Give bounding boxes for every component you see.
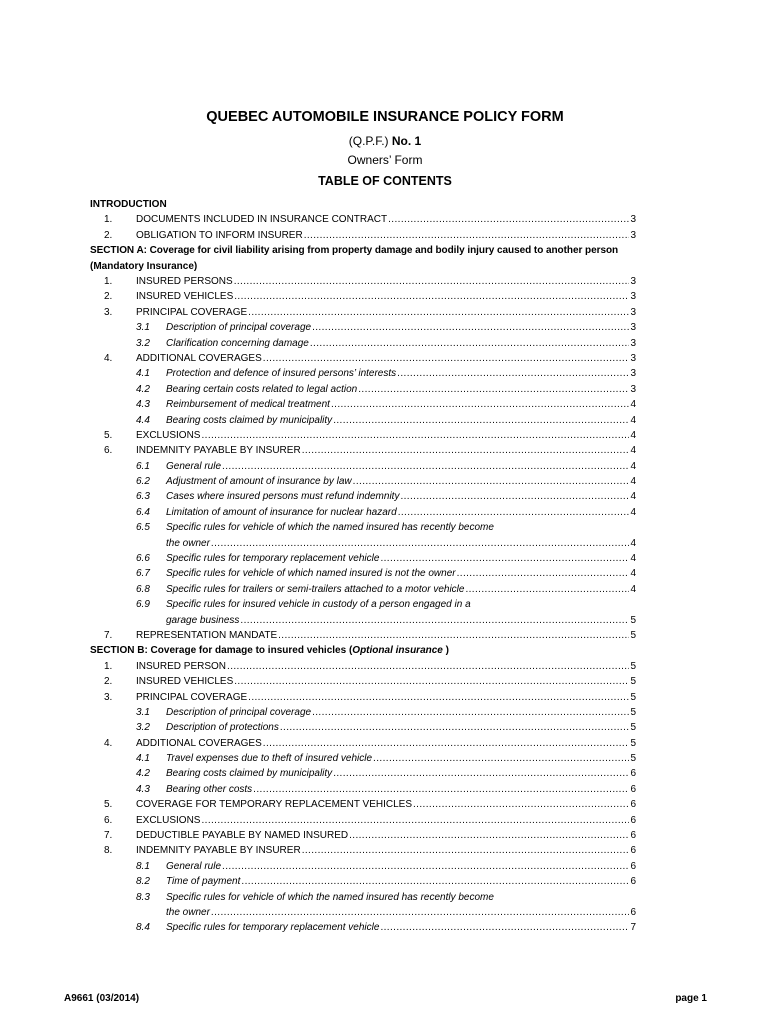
toc-entry bbox=[90, 428, 636, 443]
toc-entry bbox=[90, 366, 636, 381]
toc-leader-dots bbox=[333, 766, 629, 781]
toc-entry-title: INDEMNITY PAYABLE BY INSURER bbox=[136, 845, 301, 857]
toc-leader-dots bbox=[465, 582, 629, 597]
toc-entry-number: 1. bbox=[104, 214, 113, 226]
toc-entry-title: Bearing costs claimed by municipality bbox=[166, 768, 333, 780]
toc-entry-number: 2. bbox=[104, 229, 113, 241]
toc-leader-dots bbox=[302, 843, 630, 858]
toc-entry-page: 4 bbox=[630, 399, 636, 411]
toc-entry bbox=[90, 705, 636, 720]
toc-entry-page: 4 bbox=[630, 429, 636, 441]
toc-entry-title: Clarification concerning damage bbox=[166, 337, 309, 349]
toc-section-b-prefix: SECTION B: Coverage for damage to insured vehicles ( bbox=[90, 645, 353, 657]
toc-leader-dots bbox=[310, 336, 630, 351]
page-number: page 1 bbox=[675, 993, 707, 1004]
toc-entry-title: REPRESENTATION MANDATE bbox=[136, 629, 278, 641]
toc-entry-number: 8.2 bbox=[136, 876, 150, 888]
toc-leader-dots bbox=[240, 613, 629, 628]
toc-entry-number: 4.2 bbox=[136, 768, 150, 780]
toc-entry bbox=[90, 212, 636, 227]
toc-entry bbox=[90, 920, 636, 935]
toc-section-b-heading bbox=[90, 643, 636, 658]
toc-section-a-line2: (Mandatory Insurance) bbox=[90, 260, 198, 272]
toc-entry-page: 4 bbox=[630, 460, 636, 472]
toc-entry-number: 6.3 bbox=[136, 491, 150, 503]
toc-entry-number: 5. bbox=[104, 799, 113, 811]
toc-entry-number: 7. bbox=[104, 629, 113, 641]
toc-entry-number: 4.1 bbox=[136, 753, 150, 765]
toc-leader-dots bbox=[302, 443, 630, 458]
toc-entry bbox=[90, 443, 636, 458]
toc-entry-number: 6.8 bbox=[136, 583, 150, 595]
toc-section-b-suffix: ) bbox=[442, 645, 449, 657]
toc-entry bbox=[90, 336, 636, 351]
toc-entry-page: 7 bbox=[630, 922, 636, 934]
toc-entry bbox=[90, 566, 636, 581]
toc-entry-title: Bearing other costs bbox=[166, 783, 253, 795]
toc-entry bbox=[90, 828, 636, 843]
form-code: A9661 (03/2014) bbox=[64, 993, 140, 1004]
toc-entry-title: Specific rules for insured vehicle in custody of a person engaged in a bbox=[166, 599, 471, 611]
toc-entry-title: Description of principal coverage bbox=[166, 322, 312, 334]
toc-entry-number: 8.1 bbox=[136, 860, 150, 872]
toc-leader-dots bbox=[227, 659, 629, 674]
toc-entry-title: Cases where insured persons must refund indemnity bbox=[166, 491, 400, 503]
toc-entry bbox=[90, 305, 636, 320]
toc-entry-title: INSURED PERSON bbox=[136, 660, 227, 672]
toc-leader-dots bbox=[201, 813, 629, 828]
toc-section-a-heading bbox=[90, 243, 636, 274]
toc-entry-number: 6.6 bbox=[136, 553, 150, 565]
toc-entry-title-cont: garage business bbox=[166, 614, 240, 626]
toc-entry-number: 4.4 bbox=[136, 414, 150, 426]
toc-entry-title: Reimbursement of medical treatment bbox=[166, 399, 330, 411]
toc-entry bbox=[90, 690, 636, 705]
toc-entry-title-cont: the owner bbox=[166, 907, 210, 918]
toc-leader-dots bbox=[248, 305, 629, 320]
toc-entry bbox=[90, 859, 636, 874]
toc-section-a-items bbox=[90, 274, 636, 643]
toc-entry-page: 3 bbox=[630, 322, 636, 334]
toc-entry-title: INDEMNITY PAYABLE BY INSURER bbox=[136, 445, 301, 457]
toc-section-introduction: INTRODUCTION bbox=[90, 199, 167, 210]
toc-entry-title: Description of protections bbox=[166, 722, 279, 734]
toc-entry-title: General rule bbox=[166, 460, 222, 472]
toc-section-a-line1: SECTION A: Coverage for civil liability arising from property damage and bodily injury caused to another person bbox=[90, 245, 619, 257]
toc-entry-continued bbox=[90, 905, 636, 920]
toc-entry-number: 1. bbox=[104, 660, 113, 672]
toc-entry bbox=[90, 874, 636, 889]
toc-entry-title: INSURED PERSONS bbox=[136, 275, 233, 287]
toc-entry-title: PRINCIPAL COVERAGE bbox=[136, 306, 248, 318]
toc-entry-title: Description of principal coverage bbox=[166, 706, 312, 718]
toc-entry bbox=[90, 474, 636, 489]
toc-entry-number: 6.7 bbox=[136, 568, 150, 580]
toc-entry-page: 5 bbox=[630, 676, 636, 688]
toc-entry-number: 8. bbox=[104, 845, 113, 857]
toc-entry-page: 5 bbox=[630, 753, 636, 765]
toc-entry-page: 3 bbox=[630, 291, 636, 303]
toc-entry bbox=[90, 397, 636, 412]
toc-entry bbox=[90, 890, 636, 905]
toc-entry bbox=[90, 813, 636, 828]
toc-entry bbox=[90, 582, 636, 597]
toc-entry bbox=[90, 289, 636, 304]
toc-entry bbox=[90, 320, 636, 335]
toc-entry-title: DEDUCTIBLE PAYABLE BY NAMED INSURED bbox=[136, 830, 349, 842]
toc-entry-number: 2. bbox=[104, 291, 113, 303]
toc-leader-dots bbox=[413, 797, 629, 812]
toc-leader-dots bbox=[380, 920, 629, 935]
toc-entry-number: 4.3 bbox=[136, 399, 150, 411]
toc-leader-dots bbox=[278, 628, 629, 643]
toc-entry-number: 1. bbox=[104, 275, 113, 287]
toc-entry-title: Bearing costs claimed by municipality bbox=[166, 414, 333, 426]
toc-leader-dots bbox=[280, 720, 630, 735]
form-number bbox=[0, 134, 770, 148]
toc-entry-page: 6 bbox=[630, 768, 636, 780]
toc-entry-page: 3 bbox=[630, 306, 636, 318]
toc-entry-page: 6 bbox=[630, 830, 636, 842]
toc-entry-page: 4 bbox=[630, 445, 636, 457]
toc-leader-dots bbox=[222, 859, 629, 874]
table-of-contents bbox=[90, 197, 636, 936]
toc-leader-dots bbox=[211, 905, 630, 920]
toc-entry bbox=[90, 489, 636, 504]
toc-entry-page: 4 bbox=[630, 537, 636, 549]
toc-entry-title: EXCLUSIONS bbox=[136, 429, 201, 441]
toc-entry bbox=[90, 797, 636, 812]
toc-leader-dots bbox=[312, 705, 629, 720]
toc-entry bbox=[90, 551, 636, 566]
toc-entry-page: 5 bbox=[630, 691, 636, 703]
toc-entry-page: 4 bbox=[630, 476, 636, 488]
toc-entry-number: 3.2 bbox=[136, 722, 150, 734]
toc-entry-page: 4 bbox=[630, 414, 636, 426]
toc-entry-number: 3.1 bbox=[136, 706, 150, 718]
toc-entry bbox=[90, 782, 636, 797]
toc-entry-page: 4 bbox=[630, 506, 636, 518]
toc-entry-number: 2. bbox=[104, 676, 113, 688]
toc-entry-number: 5. bbox=[104, 429, 113, 441]
toc-leader-dots bbox=[353, 474, 630, 489]
document-title: QUEBEC AUTOMOBILE INSURANCE POLICY FORM bbox=[206, 109, 564, 125]
toc-leader-dots bbox=[349, 828, 629, 843]
toc-entry-title: Time of payment bbox=[166, 876, 241, 888]
toc-entry bbox=[90, 720, 636, 735]
toc-leader-dots bbox=[234, 674, 629, 689]
toc-leader-dots bbox=[457, 566, 630, 581]
toc-entry-title: COVERAGE FOR TEMPORARY REPLACEMENT VEHICLES bbox=[136, 799, 412, 811]
toc-entry-page: 3 bbox=[630, 383, 636, 395]
toc-leader-dots bbox=[234, 289, 629, 304]
toc-entry-page: 5 bbox=[630, 629, 636, 641]
toc-entry-continued bbox=[90, 613, 636, 628]
toc-entry-title: Adjustment of amount of insurance by law bbox=[166, 476, 352, 488]
toc-entry-title: ADDITIONAL COVERAGES bbox=[136, 737, 262, 749]
toc-leader-dots bbox=[304, 228, 630, 243]
toc-entry-number: 6.2 bbox=[136, 476, 150, 488]
toc-leader-dots bbox=[398, 505, 630, 520]
toc-leader-dots bbox=[201, 428, 629, 443]
toc-entry bbox=[90, 505, 636, 520]
toc-leader-dots bbox=[373, 751, 629, 766]
toc-entry-number: 4.3 bbox=[136, 783, 150, 795]
toc-entry-number: 3. bbox=[104, 691, 113, 703]
toc-entry-title: EXCLUSIONS bbox=[136, 814, 201, 826]
toc-introduction-items bbox=[90, 212, 636, 243]
toc-heading: TABLE OF CONTENTS bbox=[318, 174, 452, 188]
toc-entry-page: 6 bbox=[630, 799, 636, 811]
toc-entry-title: Specific rules for vehicle of which the named insured has recently become bbox=[166, 522, 494, 534]
toc-entry bbox=[90, 674, 636, 689]
toc-entry-title: INSURED VEHICLES bbox=[136, 676, 234, 688]
toc-entry-title: General rule bbox=[166, 860, 222, 872]
toc-leader-dots bbox=[263, 736, 630, 751]
toc-entry-number: 6.1 bbox=[136, 460, 150, 472]
toc-entry-page: 4 bbox=[630, 583, 636, 595]
toc-leader-dots bbox=[248, 690, 629, 705]
toc-leader-dots bbox=[263, 351, 630, 366]
toc-entry bbox=[90, 520, 636, 535]
qpf-number: No. 1 bbox=[391, 134, 422, 148]
toc-entry bbox=[90, 843, 636, 858]
toc-entry-number: 6.9 bbox=[136, 599, 150, 611]
toc-entry-title: Bearing certain costs related to legal action bbox=[166, 383, 358, 395]
toc-entry-page: 4 bbox=[630, 553, 636, 565]
toc-entry-page: 5 bbox=[630, 614, 636, 626]
toc-entry-number: 3.1 bbox=[136, 322, 150, 334]
toc-entry bbox=[90, 736, 636, 751]
toc-entry-page: 6 bbox=[630, 876, 636, 888]
toc-entry-number: 4. bbox=[104, 737, 113, 749]
toc-entry-title: ADDITIONAL COVERAGES bbox=[136, 352, 262, 364]
toc-entry bbox=[90, 351, 636, 366]
toc-entry-page: 5 bbox=[630, 660, 636, 672]
toc-entry-page: 5 bbox=[630, 737, 636, 749]
qpf-prefix: (Q.P.F.) bbox=[348, 134, 389, 148]
toc-entry-page: 6 bbox=[630, 814, 636, 826]
toc-entry-number: 6.4 bbox=[136, 506, 150, 518]
toc-leader-dots bbox=[211, 536, 630, 551]
toc-entry-title: PRINCIPAL COVERAGE bbox=[136, 691, 248, 703]
toc-entry bbox=[90, 274, 636, 289]
toc-leader-dots bbox=[333, 413, 629, 428]
toc-entry-page: 4 bbox=[630, 568, 636, 580]
toc-entry bbox=[90, 382, 636, 397]
toc-entry-title-cont: the owner bbox=[166, 537, 210, 549]
toc-entry-page: 5 bbox=[630, 722, 636, 734]
toc-entry-title: DOCUMENTS INCLUDED IN INSURANCE CONTRACT bbox=[136, 214, 388, 226]
toc-entry-number: 8.4 bbox=[136, 922, 150, 934]
toc-leader-dots bbox=[241, 874, 629, 889]
toc-entry-number: 3. bbox=[104, 306, 113, 318]
toc-entry-page: 5 bbox=[630, 706, 636, 718]
toc-entry bbox=[90, 628, 636, 643]
toc-entry-page: 3 bbox=[630, 214, 636, 226]
toc-entry-page: 6 bbox=[630, 907, 636, 918]
toc-entry-number: 4.2 bbox=[136, 383, 150, 395]
toc-entry bbox=[90, 751, 636, 766]
toc-entry-number: 4. bbox=[104, 352, 113, 364]
toc-entry-page: 3 bbox=[630, 337, 636, 349]
toc-entry bbox=[90, 766, 636, 781]
toc-entry bbox=[90, 597, 636, 612]
toc-leader-dots bbox=[388, 212, 629, 227]
toc-section-b-items bbox=[90, 659, 636, 936]
toc-entry-page: 6 bbox=[630, 860, 636, 872]
toc-entry-number: 6.5 bbox=[136, 522, 150, 534]
toc-entry-title: Travel expenses due to theft of insured vehicle bbox=[166, 753, 373, 765]
toc-entry-title: Specific rules for vehicle of which named insured is not the owner bbox=[166, 568, 456, 580]
toc-entry-title: Limitation of amount of insurance for nuclear hazard bbox=[166, 506, 397, 518]
toc-entry-number: 6. bbox=[104, 814, 113, 826]
toc-entry-number: 6. bbox=[104, 445, 113, 457]
toc-entry bbox=[90, 413, 636, 428]
toc-leader-dots bbox=[358, 382, 629, 397]
toc-entry-title: OBLIGATION TO INFORM INSURER bbox=[136, 229, 303, 241]
toc-entry-page: 4 bbox=[630, 491, 636, 503]
toc-entry-number: 4.1 bbox=[136, 368, 150, 380]
toc-leader-dots bbox=[331, 397, 629, 412]
toc-entry-number: 3.2 bbox=[136, 337, 150, 349]
toc-entry bbox=[90, 228, 636, 243]
toc-entry bbox=[90, 459, 636, 474]
toc-leader-dots bbox=[234, 274, 630, 289]
form-subtitle: Owners’ Form bbox=[347, 153, 423, 167]
toc-entry-page: 6 bbox=[630, 783, 636, 795]
toc-leader-dots bbox=[400, 489, 629, 504]
toc-entry-page: 6 bbox=[630, 845, 636, 857]
toc-entry-page: 3 bbox=[630, 275, 636, 287]
toc-entry-title: Specific rules for temporary replacement vehicle bbox=[166, 553, 380, 565]
toc-entry-number: 7. bbox=[104, 830, 113, 842]
toc-entry-title: INSURED VEHICLES bbox=[136, 291, 234, 303]
toc-entry-continued bbox=[90, 536, 636, 551]
toc-entry-number: 8.3 bbox=[136, 891, 150, 903]
toc-entry-title: Specific rules for trailers or semi-trailers attached to a motor vehicle bbox=[166, 583, 465, 595]
toc-entry-page: 3 bbox=[630, 229, 636, 241]
toc-entry-page: 3 bbox=[630, 368, 636, 380]
toc-entry bbox=[90, 659, 636, 674]
toc-entry-page: 3 bbox=[630, 352, 636, 364]
toc-leader-dots bbox=[222, 459, 629, 474]
toc-leader-dots bbox=[312, 320, 629, 335]
toc-leader-dots bbox=[380, 551, 629, 566]
toc-leader-dots bbox=[397, 366, 629, 381]
toc-section-b-italic: Optional insurance bbox=[352, 645, 443, 657]
toc-entry-title: Specific rules for temporary replacement vehicle bbox=[166, 922, 380, 934]
toc-leader-dots bbox=[253, 782, 629, 797]
toc-entry-title: Protection and defence of insured persons’ interests bbox=[166, 368, 397, 380]
toc-entry-title: Specific rules for vehicle of which the named insured has recently become bbox=[166, 891, 494, 903]
